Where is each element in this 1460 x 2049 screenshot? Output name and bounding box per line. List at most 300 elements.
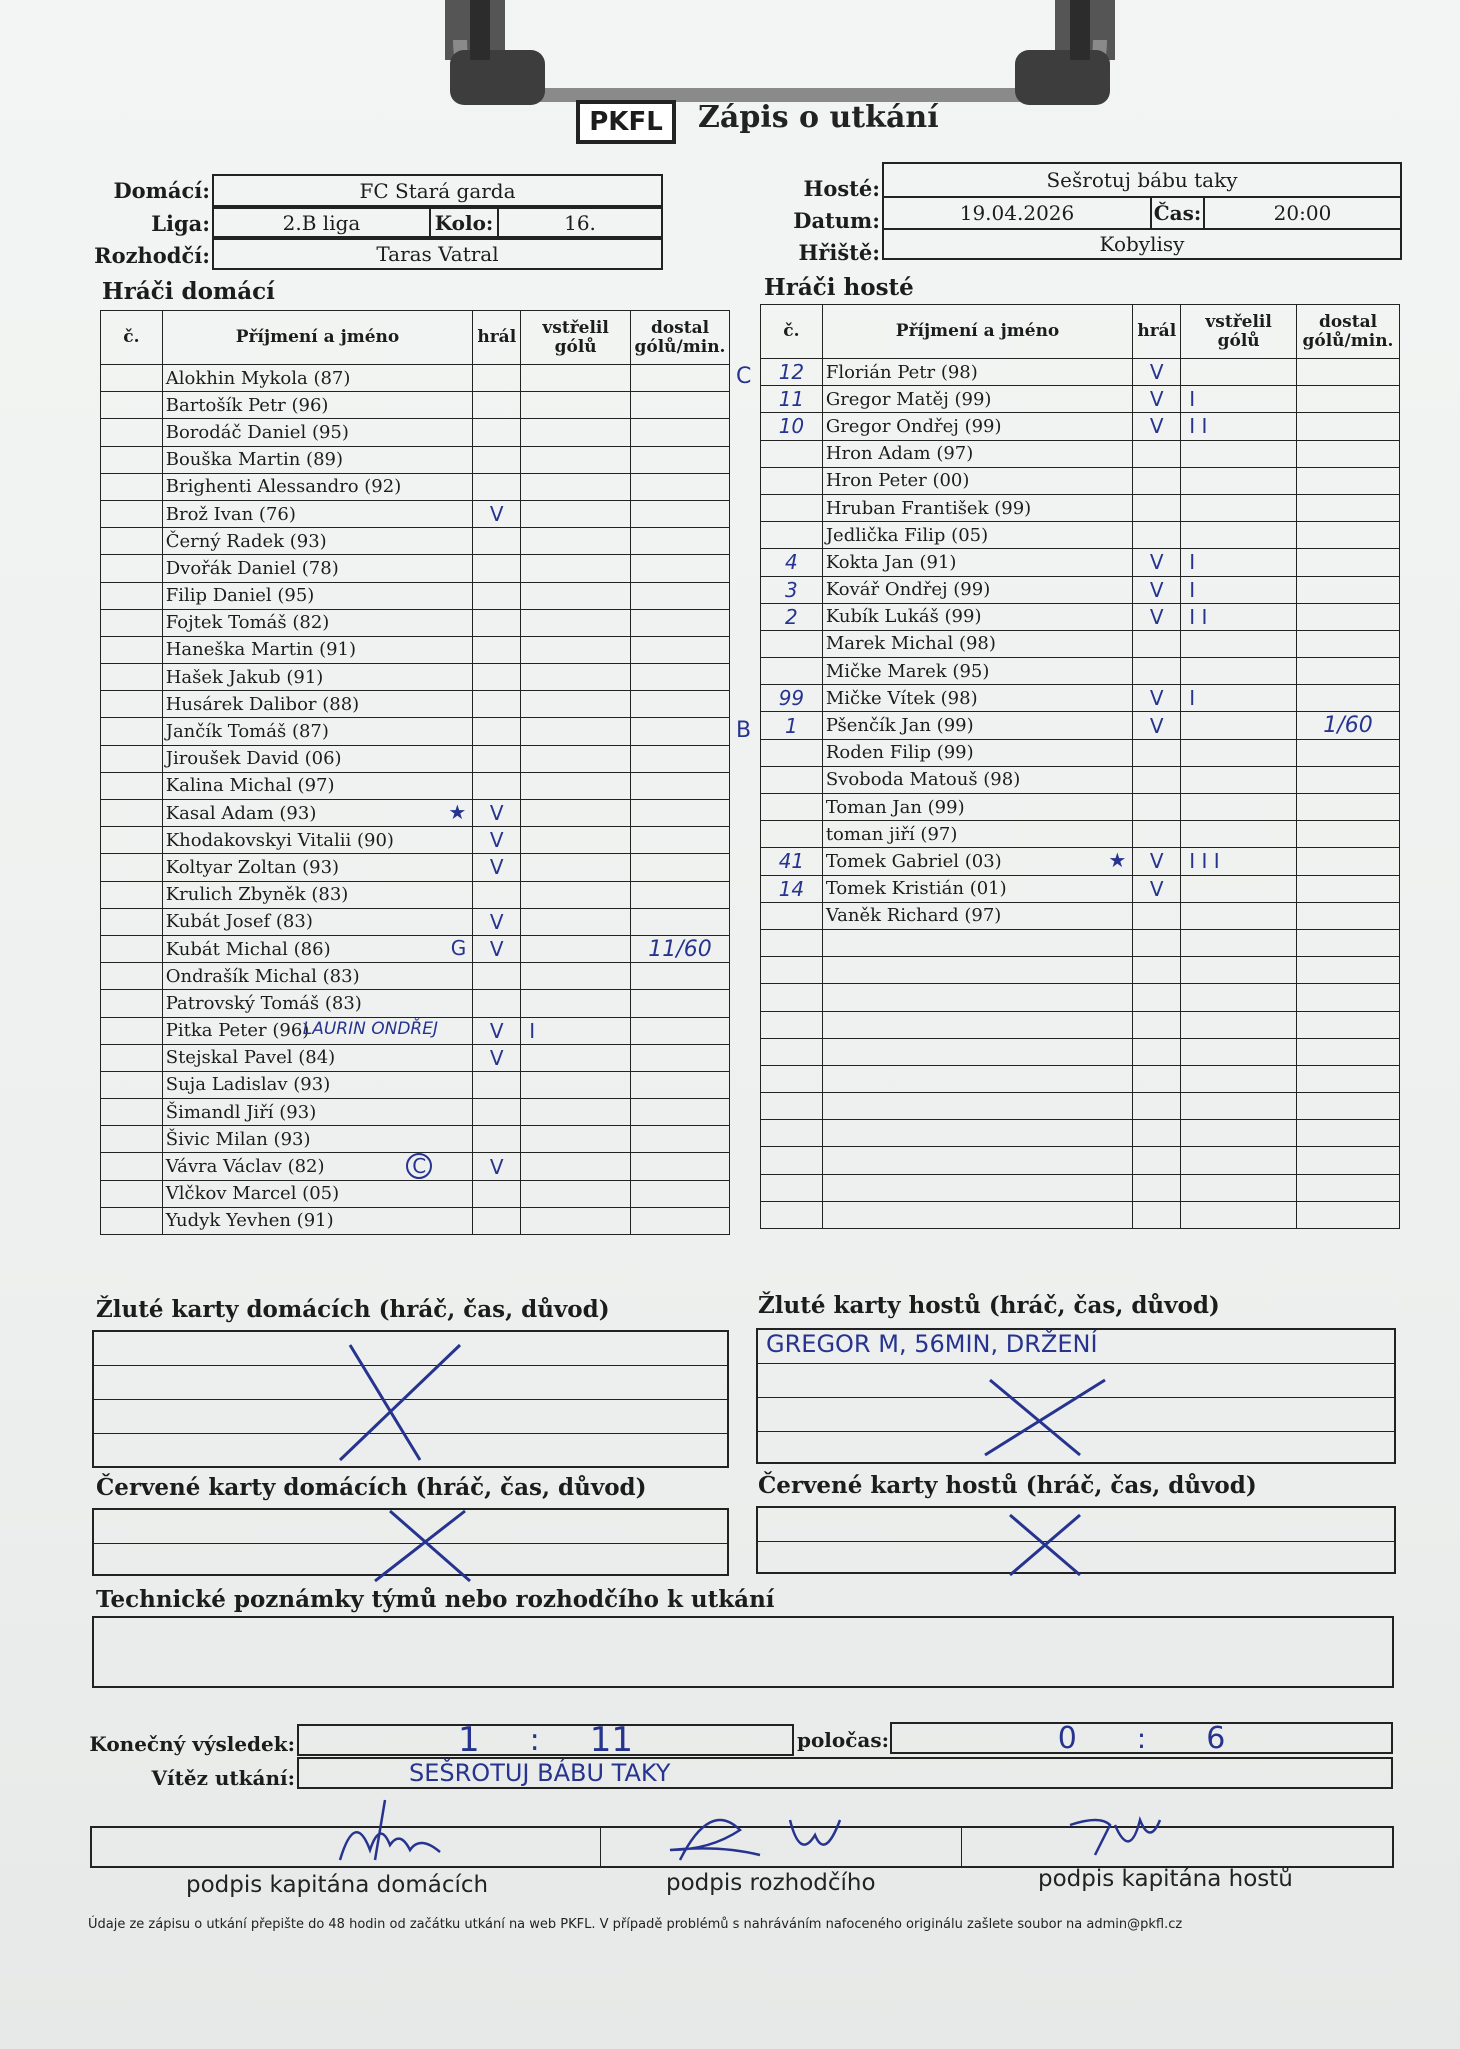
player-number-cell bbox=[761, 821, 823, 848]
away-yellow-title: Žluté karty hostů (hráč, čas, důvod) bbox=[758, 1292, 1220, 1319]
halftime-home: 0 bbox=[1057, 1720, 1077, 1756]
player-name-cell bbox=[162, 528, 473, 555]
goals-cell bbox=[521, 1017, 631, 1044]
player-name: Kovář Ondřej (99) bbox=[825, 579, 991, 601]
player-name: Jančík Tomáš (87) bbox=[165, 721, 329, 743]
goals-cell bbox=[1181, 848, 1297, 875]
conceded-cell bbox=[631, 636, 730, 663]
conceded-cell bbox=[1297, 658, 1400, 685]
conceded-cell bbox=[1297, 359, 1400, 386]
goals-cell bbox=[1181, 1147, 1297, 1174]
played-cell bbox=[1133, 766, 1181, 793]
league-label: Liga: bbox=[151, 211, 210, 236]
player-name: Černý Radek (93) bbox=[165, 530, 327, 552]
goals-cell bbox=[521, 990, 631, 1017]
player-name-cell bbox=[822, 902, 1132, 929]
played-check: V bbox=[489, 855, 504, 880]
table-row bbox=[761, 494, 1400, 521]
away-label: Hosté: bbox=[803, 176, 880, 201]
played-cell bbox=[1133, 1147, 1181, 1174]
played-cell bbox=[473, 365, 521, 392]
col-scored-line1: vstřelil bbox=[1205, 311, 1272, 332]
player-name-cell bbox=[822, 630, 1132, 657]
played-cell bbox=[1133, 440, 1181, 467]
goals-tally: I I bbox=[1189, 414, 1208, 439]
referee-label: Rozhodčí: bbox=[94, 243, 210, 268]
goals-cell bbox=[521, 745, 631, 772]
goals-cell bbox=[521, 392, 631, 419]
home-yellow-title: Žluté karty domácích (hráč, čas, důvod) bbox=[96, 1296, 610, 1323]
table-row bbox=[761, 1093, 1400, 1120]
table-row bbox=[101, 365, 730, 392]
played-check: V bbox=[1149, 414, 1164, 439]
player-name-cell bbox=[822, 1201, 1132, 1228]
player-name: Vaněk Richard (97) bbox=[825, 905, 1002, 927]
player-name: Brož Ivan (76) bbox=[165, 503, 296, 525]
player-number-cell bbox=[101, 528, 163, 555]
player-number-cell bbox=[761, 630, 823, 657]
player-number-cell bbox=[101, 963, 163, 990]
player-name: Pšenčík Jan (99) bbox=[825, 715, 974, 737]
player-number: 11 bbox=[778, 387, 805, 412]
player-name: Kokta Jan (91) bbox=[825, 551, 957, 573]
played-cell bbox=[473, 1180, 521, 1207]
player-number-cell bbox=[101, 392, 163, 419]
conceded-cell bbox=[631, 745, 730, 772]
player-name: Šimandl Jiří (93) bbox=[165, 1101, 317, 1123]
player-name: Hron Peter (00) bbox=[825, 470, 970, 492]
player-name-cell bbox=[822, 1174, 1132, 1201]
goals-cell bbox=[1181, 794, 1297, 821]
player-name-cell bbox=[162, 800, 473, 827]
goals-cell bbox=[1181, 902, 1297, 929]
player-name-cell bbox=[822, 848, 1132, 875]
table-row bbox=[761, 902, 1400, 929]
col-conceded-line1: dostal bbox=[1318, 311, 1378, 332]
goals-cell bbox=[521, 1126, 631, 1153]
player-name-cell bbox=[162, 473, 473, 500]
table-row bbox=[101, 881, 730, 908]
conceded-cell bbox=[631, 609, 730, 636]
winner-field bbox=[297, 1757, 1393, 1789]
player-name-cell bbox=[162, 990, 473, 1017]
player-number-cell bbox=[101, 1180, 163, 1207]
conceded-cell bbox=[1297, 875, 1400, 902]
goals-cell bbox=[521, 473, 631, 500]
player-name: Svoboda Matouš (98) bbox=[825, 769, 1021, 791]
conceded-cell bbox=[631, 446, 730, 473]
player-name: Kubík Lukáš (99) bbox=[825, 606, 982, 628]
player-name: Vávra Václav (82) bbox=[165, 1156, 325, 1178]
conceded-cell bbox=[631, 990, 730, 1017]
table-row bbox=[101, 1071, 730, 1098]
conceded-cell bbox=[1297, 712, 1400, 739]
table-row bbox=[761, 848, 1400, 875]
player-name: Hruban František (99) bbox=[825, 497, 1032, 519]
player-number-cell bbox=[101, 1044, 163, 1071]
played-cell bbox=[473, 500, 521, 527]
player-name: Kubát Josef (83) bbox=[165, 911, 313, 933]
away-yellow-cross-mark bbox=[980, 1370, 1110, 1460]
player-name-cell bbox=[162, 664, 473, 691]
played-cell bbox=[473, 827, 521, 854]
table-row bbox=[101, 1044, 730, 1071]
table-row bbox=[761, 630, 1400, 657]
table-row bbox=[101, 555, 730, 582]
table-row bbox=[761, 821, 1400, 848]
played-cell bbox=[473, 908, 521, 935]
played-cell bbox=[1133, 1174, 1181, 1201]
player-number-cell bbox=[761, 440, 823, 467]
conceded-cell bbox=[631, 854, 730, 881]
player-name-cell bbox=[162, 1071, 473, 1098]
goals-cell bbox=[521, 446, 631, 473]
table-row bbox=[101, 1180, 730, 1207]
player-name-cell bbox=[822, 957, 1132, 984]
table-row bbox=[761, 467, 1400, 494]
player-number-cell bbox=[761, 902, 823, 929]
player-name-cell bbox=[822, 603, 1132, 630]
conceded-cell bbox=[631, 1071, 730, 1098]
played-cell bbox=[1133, 386, 1181, 413]
halftime-label: poločas: bbox=[796, 1728, 889, 1752]
conceded-cell bbox=[631, 365, 730, 392]
date-field: 19.04.2026 bbox=[882, 196, 1152, 230]
played-cell bbox=[1133, 1201, 1181, 1228]
player-name-cell bbox=[162, 555, 473, 582]
player-number-cell bbox=[101, 1153, 163, 1180]
player-name: Kasal Adam (93) bbox=[165, 802, 317, 824]
player-name-cell bbox=[822, 440, 1132, 467]
goals-cell bbox=[521, 1099, 631, 1126]
player-number-cell bbox=[761, 794, 823, 821]
player-name: Vlčkov Marcel (05) bbox=[165, 1183, 340, 1205]
played-check: V bbox=[1149, 577, 1164, 602]
score-separator: : bbox=[529, 1722, 540, 1758]
player-name: Yudyk Yevhen (91) bbox=[165, 1210, 334, 1232]
played-cell bbox=[1133, 685, 1181, 712]
player-name-cell bbox=[162, 1207, 473, 1234]
conceded-cell bbox=[631, 419, 730, 446]
player-annotation: ★ bbox=[1108, 848, 1127, 873]
player-name: Gregor Matěj (99) bbox=[825, 388, 992, 410]
player-name-cell bbox=[822, 929, 1132, 956]
player-name-cell bbox=[162, 691, 473, 718]
player-name-cell bbox=[822, 766, 1132, 793]
played-cell bbox=[473, 528, 521, 555]
table-row bbox=[101, 963, 730, 990]
table-row bbox=[761, 1147, 1400, 1174]
conceded-cell bbox=[631, 1153, 730, 1180]
conceded-cell bbox=[631, 392, 730, 419]
player-name-cell bbox=[822, 1147, 1132, 1174]
player-name-cell bbox=[822, 821, 1132, 848]
played-cell bbox=[473, 473, 521, 500]
conceded-cell bbox=[1297, 1065, 1400, 1092]
table-row bbox=[101, 664, 730, 691]
played-check: V bbox=[489, 801, 504, 826]
player-name: Roden Filip (99) bbox=[825, 742, 974, 764]
player-name-cell bbox=[162, 1180, 473, 1207]
away-players-table bbox=[760, 304, 1400, 1229]
player-number-cell bbox=[101, 990, 163, 1017]
away-red-cross-mark bbox=[1000, 1510, 1090, 1580]
col-name: Příjmení a jméno bbox=[822, 305, 1132, 359]
player-number-cell bbox=[101, 1126, 163, 1153]
table-row bbox=[761, 1011, 1400, 1038]
player-number-cell bbox=[101, 365, 163, 392]
goals-tally: I bbox=[1189, 686, 1196, 711]
home-score: 1 bbox=[457, 1720, 480, 1760]
table-row bbox=[761, 522, 1400, 549]
goals-cell bbox=[1181, 1093, 1297, 1120]
player-name: Mičke Marek (95) bbox=[825, 660, 990, 682]
player-name: Tomek Gabriel (03) bbox=[825, 850, 1002, 872]
date-label: Datum: bbox=[793, 208, 880, 233]
player-number: 12 bbox=[778, 360, 805, 385]
played-cell bbox=[1133, 957, 1181, 984]
played-check: V bbox=[489, 1045, 504, 1070]
conceded-cell bbox=[1297, 494, 1400, 521]
player-number-cell bbox=[101, 555, 163, 582]
conceded-cell bbox=[1297, 440, 1400, 467]
player-number-cell bbox=[761, 603, 823, 630]
played-cell bbox=[1133, 1038, 1181, 1065]
played-check: V bbox=[1149, 387, 1164, 412]
pkfl-logo bbox=[576, 100, 676, 144]
player-name: Toman Jan (99) bbox=[825, 796, 965, 818]
halftime-separator: : bbox=[1136, 1721, 1147, 1755]
player-number: 2 bbox=[785, 604, 798, 629]
player-number-cell bbox=[761, 494, 823, 521]
player-name: Bartošík Petr (96) bbox=[165, 394, 329, 416]
goals-cell bbox=[1181, 440, 1297, 467]
played-cell bbox=[1133, 984, 1181, 1011]
goals-tally: I bbox=[1189, 550, 1196, 575]
referee-signature-label: podpis rozhodčího bbox=[666, 1870, 876, 1896]
played-check: V bbox=[1149, 876, 1164, 901]
conceded-cell bbox=[1297, 1174, 1400, 1201]
player-number-cell bbox=[761, 875, 823, 902]
player-number-cell bbox=[761, 1174, 823, 1201]
goals-cell bbox=[521, 1071, 631, 1098]
played-check: V bbox=[1149, 686, 1164, 711]
table-row bbox=[101, 1153, 730, 1180]
player-name: Borodáč Daniel (95) bbox=[165, 421, 349, 443]
col-conceded-line2: gólů/min. bbox=[1302, 330, 1394, 351]
table-row bbox=[761, 1120, 1400, 1147]
played-cell bbox=[1133, 549, 1181, 576]
conceded-cell bbox=[631, 528, 730, 555]
table-row bbox=[101, 990, 730, 1017]
conceded-cell bbox=[631, 473, 730, 500]
col-name: Příjmení a jméno bbox=[162, 311, 473, 365]
table-row bbox=[101, 691, 730, 718]
player-name: Koltyar Zoltan (93) bbox=[165, 856, 340, 878]
goals-cell bbox=[1181, 1174, 1297, 1201]
played-check: V bbox=[489, 909, 504, 934]
player-name-cell bbox=[162, 745, 473, 772]
table-row bbox=[101, 636, 730, 663]
played-cell bbox=[1133, 821, 1181, 848]
played-cell bbox=[1133, 1120, 1181, 1147]
goals-cell bbox=[521, 881, 631, 908]
goals-cell bbox=[521, 1153, 631, 1180]
player-name-cell bbox=[822, 413, 1132, 440]
played-check: V bbox=[489, 937, 504, 962]
played-cell bbox=[473, 582, 521, 609]
conceded-cell bbox=[631, 1180, 730, 1207]
goals-cell bbox=[521, 419, 631, 446]
player-name: Dvořák Daniel (78) bbox=[165, 557, 339, 579]
player-name: Tomek Kristián (01) bbox=[825, 878, 1007, 900]
table-row bbox=[101, 745, 730, 772]
conceded-cell bbox=[1297, 630, 1400, 657]
referee-field: Taras Vatral bbox=[212, 238, 663, 270]
home-team-field: FC Stará garda bbox=[212, 174, 663, 207]
goals-cell bbox=[1181, 630, 1297, 657]
player-name-cell bbox=[162, 827, 473, 854]
player-number-cell bbox=[761, 984, 823, 1011]
home-captain-signature-label: podpis kapitána domácích bbox=[186, 1872, 489, 1898]
goals-cell bbox=[1181, 766, 1297, 793]
player-name-cell bbox=[822, 685, 1132, 712]
player-number: 1 bbox=[785, 713, 798, 738]
away-captain-signature-label: podpis kapitána hostů bbox=[1038, 1866, 1293, 1892]
conceded-cell bbox=[1297, 685, 1400, 712]
player-number: 4 bbox=[785, 550, 798, 575]
conceded-cell bbox=[1297, 766, 1400, 793]
player-number-cell bbox=[101, 636, 163, 663]
goals-cell bbox=[521, 609, 631, 636]
played-cell bbox=[473, 636, 521, 663]
player-name: Suja Ladislav (93) bbox=[165, 1074, 331, 1096]
player-annotation: LAURIN ONDŘEJ bbox=[302, 1018, 438, 1039]
table-row bbox=[761, 549, 1400, 576]
halftime-away: 6 bbox=[1206, 1720, 1226, 1756]
col-conceded-line1: dostal bbox=[650, 317, 710, 338]
goals-tally: I bbox=[1189, 577, 1196, 602]
conceded-cell bbox=[631, 691, 730, 718]
played-cell bbox=[1133, 576, 1181, 603]
played-cell bbox=[1133, 359, 1181, 386]
played-cell bbox=[473, 718, 521, 745]
time-label: Čas: bbox=[1150, 196, 1205, 230]
goals-cell bbox=[1181, 658, 1297, 685]
player-name-cell bbox=[822, 467, 1132, 494]
table-row bbox=[761, 984, 1400, 1011]
goals-cell bbox=[521, 827, 631, 854]
played-cell bbox=[473, 446, 521, 473]
player-name: Alokhin Mykola (87) bbox=[165, 367, 351, 389]
player-number-cell bbox=[101, 718, 163, 745]
played-cell bbox=[473, 392, 521, 419]
table-row bbox=[761, 875, 1400, 902]
goals-cell bbox=[521, 772, 631, 799]
goals-tally: I bbox=[1189, 387, 1196, 412]
conceded-cell bbox=[631, 1044, 730, 1071]
player-name-cell bbox=[822, 875, 1132, 902]
player-number-cell bbox=[101, 1071, 163, 1098]
player-name: Bouška Martin (89) bbox=[165, 449, 344, 471]
away-yellow-entry: GREGOR M, 56MIN, DRŽENÍ bbox=[766, 1330, 1098, 1358]
player-name-cell bbox=[162, 718, 473, 745]
goals-cell bbox=[1181, 494, 1297, 521]
col-conceded bbox=[631, 311, 730, 365]
col-scored-line1: vstřelil bbox=[542, 317, 609, 338]
home-table-header bbox=[101, 311, 730, 365]
played-check: V bbox=[1149, 713, 1164, 738]
player-number-cell bbox=[101, 664, 163, 691]
player-name: Stejskal Pavel (84) bbox=[165, 1047, 336, 1069]
played-cell bbox=[473, 1126, 521, 1153]
player-annotation: C bbox=[406, 1153, 432, 1179]
player-name-cell bbox=[162, 881, 473, 908]
played-cell bbox=[473, 1099, 521, 1126]
player-name: Ondrašík Michal (83) bbox=[165, 965, 360, 987]
played-cell bbox=[473, 555, 521, 582]
goals-cell bbox=[1181, 1038, 1297, 1065]
table-row bbox=[761, 739, 1400, 766]
played-check: V bbox=[489, 828, 504, 853]
document-title: Zápis o utkání bbox=[698, 100, 939, 135]
table-row bbox=[761, 766, 1400, 793]
conceded-cell bbox=[1297, 848, 1400, 875]
player-number-cell bbox=[101, 473, 163, 500]
conceded-cell bbox=[631, 1017, 730, 1044]
player-number-cell bbox=[101, 908, 163, 935]
player-number-cell bbox=[761, 1147, 823, 1174]
home-red-cross-mark bbox=[370, 1506, 480, 1586]
player-number-cell bbox=[761, 413, 823, 440]
home-players-table bbox=[100, 310, 730, 1235]
player-number-cell bbox=[761, 1093, 823, 1120]
goals-cell bbox=[521, 1044, 631, 1071]
halftime-field bbox=[890, 1722, 1393, 1754]
player-name-cell bbox=[162, 963, 473, 990]
conceded-cell bbox=[1297, 549, 1400, 576]
away-players-title: Hráči hosté bbox=[764, 274, 914, 301]
conceded-cell bbox=[631, 664, 730, 691]
player-number-cell bbox=[761, 576, 823, 603]
played-cell bbox=[1133, 522, 1181, 549]
player-number: 14 bbox=[778, 876, 805, 901]
table-row bbox=[761, 440, 1400, 467]
player-number-cell bbox=[761, 549, 823, 576]
player-name: Khodakovskyi Vitalii (90) bbox=[165, 829, 394, 851]
played-cell bbox=[1133, 848, 1181, 875]
table-row bbox=[101, 1099, 730, 1126]
player-name: Krulich Zbyněk (83) bbox=[165, 884, 349, 906]
player-number-cell bbox=[101, 881, 163, 908]
conceded-value: 11/60 bbox=[648, 936, 712, 962]
player-name-cell bbox=[822, 1093, 1132, 1120]
goals-cell bbox=[521, 1180, 631, 1207]
player-number-cell bbox=[761, 1011, 823, 1038]
player-number-cell bbox=[761, 1120, 823, 1147]
player-name: Florián Petr (98) bbox=[825, 361, 978, 383]
away-team-field: Sešrotuj bábu taky bbox=[882, 162, 1402, 198]
goals-cell bbox=[521, 636, 631, 663]
player-number-cell bbox=[761, 658, 823, 685]
player-number-cell bbox=[101, 446, 163, 473]
conceded-cell bbox=[631, 582, 730, 609]
player-name: Patrovský Tomáš (83) bbox=[165, 992, 362, 1014]
player-name: Filip Daniel (95) bbox=[165, 585, 315, 607]
player-number-cell bbox=[761, 1201, 823, 1228]
player-number-cell bbox=[761, 386, 823, 413]
played-cell bbox=[473, 1207, 521, 1234]
